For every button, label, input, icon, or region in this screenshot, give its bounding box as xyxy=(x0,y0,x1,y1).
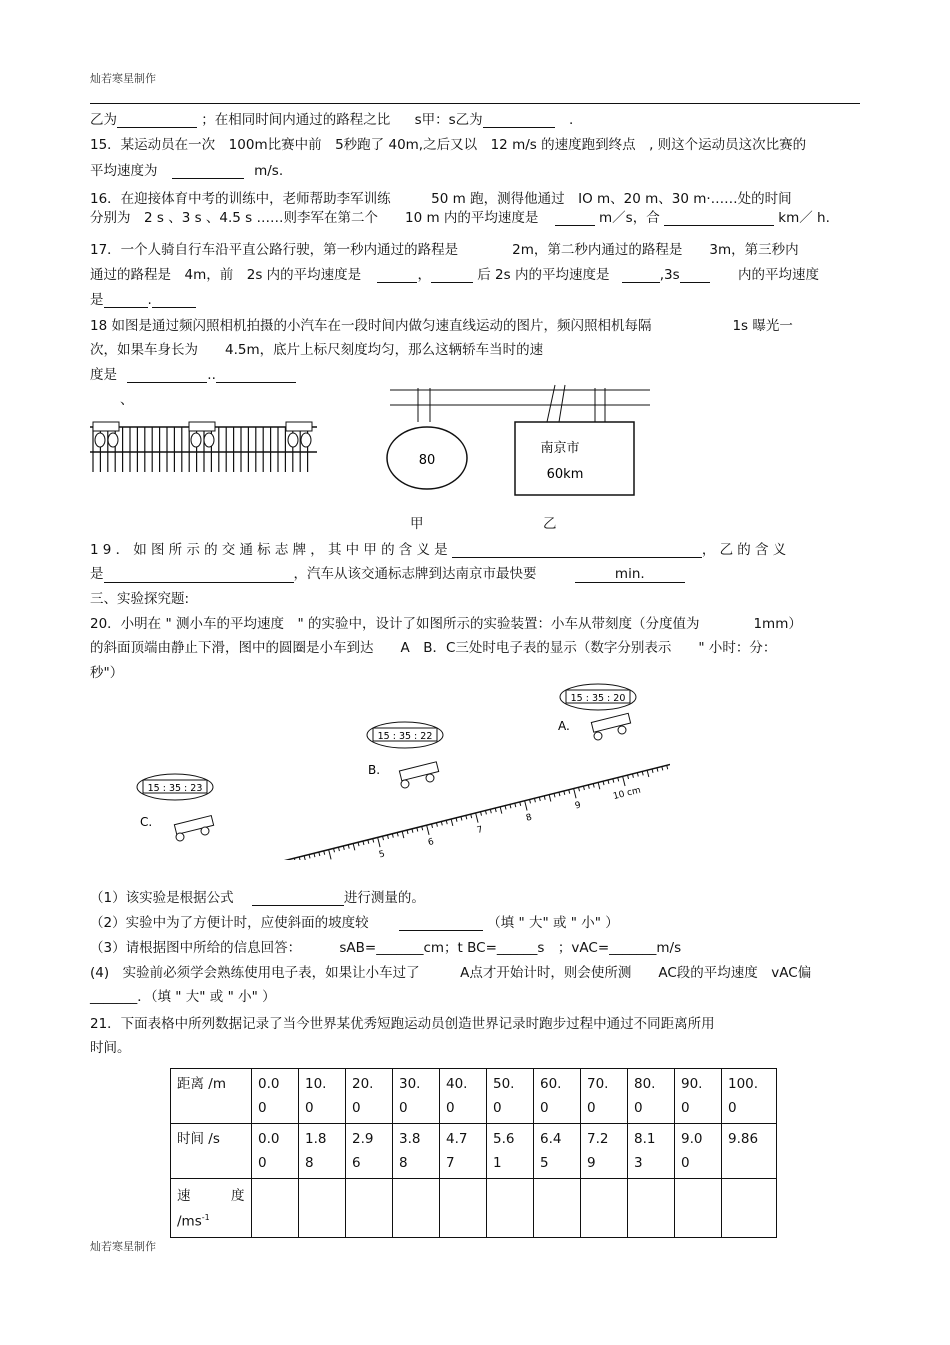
table-row-distance xyxy=(171,1069,777,1124)
car xyxy=(286,422,312,447)
text: （3）请根据图中所给的信息回答： xyxy=(90,940,302,956)
distance-cell: 70. 0 xyxy=(581,1069,628,1124)
speed-answer-cell[interactable] xyxy=(299,1179,346,1238)
speed-label: 速 度 xyxy=(177,1188,245,1204)
car-at-c xyxy=(174,816,213,841)
ruler-tick xyxy=(441,822,442,826)
speed-answer-cell[interactable] xyxy=(534,1179,581,1238)
page-footer: 灿若寒星制作 xyxy=(90,1240,156,1253)
speed-answer-cell[interactable] xyxy=(393,1179,440,1238)
ruler-tick xyxy=(647,770,649,777)
speed-answer-cell[interactable] xyxy=(722,1179,777,1238)
speed-answer-cell[interactable] xyxy=(581,1179,628,1238)
speed-answer-cell[interactable] xyxy=(675,1179,722,1238)
ruler-tick xyxy=(564,791,565,795)
answer-blank[interactable] xyxy=(483,113,555,128)
distance-sign xyxy=(515,422,634,495)
ruler-tick xyxy=(334,848,335,852)
ruler-tick xyxy=(397,833,398,837)
text: 内的平均速度 xyxy=(737,267,819,283)
ruler-tick xyxy=(324,851,325,855)
ruler-tick xyxy=(338,847,339,851)
row-label xyxy=(171,1179,252,1238)
ruler-tick xyxy=(530,800,531,804)
distance-cell: 40. 0 xyxy=(440,1069,487,1124)
q20-part4-line2: _______．（填 " 大" 或 " 小" ） xyxy=(90,989,276,1005)
q20-line2: 的斜面顶端由静止下滑，图中的圆圈是小车到达 A B．C三处时电子表的显示（数字分别表示 " 小时：分： xyxy=(90,640,777,656)
distance-cell: 90. 0 xyxy=(675,1069,722,1124)
answer-blank[interactable] xyxy=(377,268,417,283)
figure-18 xyxy=(85,380,675,530)
time-cell: 8.1 3 xyxy=(628,1124,675,1179)
car xyxy=(93,422,119,447)
ruler-tick xyxy=(427,825,429,835)
text: km／ h. xyxy=(778,210,830,226)
ruler-tick xyxy=(387,835,388,839)
q17-line2 xyxy=(90,263,819,283)
ruler-tick xyxy=(628,775,629,779)
ruler-tick xyxy=(363,841,364,845)
ruler-number: 6 xyxy=(427,837,435,849)
text: .. xyxy=(207,367,216,383)
speed-limit-value: 80 xyxy=(418,453,436,468)
q20-line1: 20．小明在 " 测小车的平均速度 " 的实验中，设计了如图所示的实验装置：小车从带刻度（分度值为 1mm） xyxy=(90,616,802,632)
ruler-tick xyxy=(662,767,663,771)
ruler-number: 7 xyxy=(476,824,484,836)
text: ，汽车从该交通标志牌到达南京市最快要 xyxy=(293,566,537,582)
clock-a-time: 15 : 35 : 20 xyxy=(570,693,626,704)
ruler-tick xyxy=(520,802,521,806)
ruler-tick xyxy=(358,842,359,846)
distance-sign-city: 南京市 xyxy=(540,441,580,456)
time-cell: 4.7 7 xyxy=(440,1124,487,1179)
ruler-number: 9 xyxy=(574,800,582,812)
text: 度是 xyxy=(90,367,117,383)
label-a: A. xyxy=(558,719,570,733)
q20-part3 xyxy=(90,936,681,956)
time-cell: 6.4 5 xyxy=(534,1124,581,1179)
text: （2）实验中为了方便计时，应使斜面的坡度较 xyxy=(90,915,369,931)
ruler-tick xyxy=(451,819,453,826)
q18-line1: 18 如图是通过频闪照相机拍摄的小汽车在一段时间内做匀速直线运动的图片，频闪照相机每隔 1s 曝光一 xyxy=(90,318,793,334)
ruler-tick xyxy=(632,774,633,778)
answer-blank[interactable] xyxy=(117,113,197,128)
answer-blank[interactable] xyxy=(555,211,595,226)
ruler-tick xyxy=(485,811,486,815)
ruler-tick xyxy=(613,779,614,783)
page-header: 灿若寒星制作 xyxy=(90,72,156,85)
running-data-table xyxy=(170,1068,777,1238)
speed-unit: /ms xyxy=(177,1213,202,1230)
ruler-tick xyxy=(466,815,467,819)
stray-mark: 、 xyxy=(120,392,134,408)
q20-line3: 秒"） xyxy=(90,665,124,681)
answer-blank[interactable] xyxy=(622,268,660,283)
time-cell: 9.86 xyxy=(722,1124,777,1179)
text: 是 xyxy=(90,292,104,308)
ruler-tick xyxy=(373,839,374,843)
section-3-title: 三、实验探究题: xyxy=(90,591,190,607)
ruler-tick xyxy=(353,844,355,851)
ruler-tick xyxy=(304,856,306,860)
time-cell: 9.0 0 xyxy=(675,1124,722,1179)
q20-part2 xyxy=(90,911,619,931)
table-row-time xyxy=(171,1124,777,1179)
text: 平均速度为 xyxy=(90,163,158,179)
ruler-tick xyxy=(515,803,516,807)
traffic-signs xyxy=(387,385,650,495)
answer-blank-min[interactable]: min. xyxy=(575,566,685,583)
answer-blank[interactable] xyxy=(431,268,473,283)
ruler-tick xyxy=(642,771,643,775)
ruler-tick xyxy=(574,789,576,799)
answer-blank[interactable] xyxy=(680,268,710,283)
q15-line1: 15．某运动员在一次 100m比赛中前 5秒跑了 40m,之后又以 12 m/s 的速度跑到终点 , 则这个运动员这次比赛的 xyxy=(90,137,807,153)
q21-line2: 时间。 xyxy=(90,1040,131,1056)
ruler-tick xyxy=(667,765,668,769)
time-cell: 1.8 8 xyxy=(299,1124,346,1179)
distance-cell: 10. 0 xyxy=(299,1069,346,1124)
ruler-tick xyxy=(539,797,540,801)
time-cell: 2.9 6 xyxy=(346,1124,393,1179)
label-b: B. xyxy=(368,763,381,777)
ruler-tick xyxy=(495,808,496,812)
ruler-tick xyxy=(446,820,447,824)
answer-blank[interactable] xyxy=(152,293,196,308)
text: ；在相同时间内通过的路程之比 xyxy=(201,112,391,128)
ruler-tick xyxy=(559,792,560,796)
label-yi: 乙 xyxy=(543,516,557,532)
time-cell: 7.2 9 xyxy=(581,1124,628,1179)
text: ，乙的含义 xyxy=(701,542,791,558)
text: 后 2s 内的平均速度是 xyxy=(477,267,610,283)
ruler-tick xyxy=(402,831,404,838)
header-rule xyxy=(90,103,860,104)
ruler-number: 5 xyxy=(378,849,386,860)
speed-answer-cell[interactable] xyxy=(487,1179,534,1238)
ruler-tick xyxy=(588,785,589,789)
ruler-tick xyxy=(314,853,315,857)
ruler-tick xyxy=(407,830,408,834)
q16-line2 xyxy=(90,206,830,226)
ruler-tick xyxy=(510,804,511,808)
car-strobe-strip xyxy=(90,422,317,472)
text: m/s. xyxy=(254,163,284,179)
ruler-tick xyxy=(481,812,482,816)
text: 是 xyxy=(90,566,104,582)
distance-cell: 80. 0 xyxy=(628,1069,675,1124)
q18-line2: 次，如果车身长为 4.5m，底片上标尺刻度均匀，那么这辆轿车当时的速 xyxy=(90,342,544,358)
ruler-tick xyxy=(436,823,437,827)
q17-line3 xyxy=(90,288,196,308)
text: 通过的路程是 4m，前 2s 内的平均速度是 xyxy=(90,267,362,283)
ruler-tick xyxy=(329,850,331,860)
speed-unit-sup: -1 xyxy=(201,1213,210,1222)
incline-ruler xyxy=(157,764,670,860)
time-cell: 3.8 8 xyxy=(393,1124,440,1179)
row-label: 时间 /s xyxy=(171,1124,252,1179)
car-at-a xyxy=(591,713,630,740)
ruler-tick xyxy=(422,826,423,830)
ruler-tick xyxy=(569,790,570,794)
ruler-tick xyxy=(593,784,594,788)
ruler-tick xyxy=(383,836,384,840)
ruler-number: 10 cm xyxy=(612,785,642,803)
speed-answer-cell[interactable] xyxy=(346,1179,393,1238)
ruler-tick xyxy=(652,769,653,773)
time-cell: 0.0 0 xyxy=(252,1124,299,1179)
ruler-tick xyxy=(549,795,551,802)
distance-cell: 100. 0 xyxy=(722,1069,777,1124)
text: . xyxy=(147,292,152,308)
ruler-tick xyxy=(343,846,344,850)
text: 分别为 2 s 、3 s 、4.5 s ……则李军在第二个 10 m 内的平均速度是 xyxy=(90,210,539,226)
clock-b-time: 15 : 35 : 22 xyxy=(377,731,433,742)
ruler-tick xyxy=(603,781,604,785)
ruler-tick xyxy=(490,809,491,813)
q21-line1: 21．下面表格中所列数据记录了当今世界某优秀短跑运动员创造世界记录时跑步过程中通过不同距离所用 xyxy=(90,1016,715,1032)
ruler-tick xyxy=(348,845,349,849)
ruler-tick xyxy=(432,824,433,828)
distance-cell: 30. 0 xyxy=(393,1069,440,1124)
speed-answer-cell[interactable] xyxy=(628,1179,675,1238)
time-cell: 5.6 1 xyxy=(487,1124,534,1179)
answer-blank[interactable] xyxy=(104,568,294,583)
ruler-tick xyxy=(476,813,478,823)
distance-cell: 60. 0 xyxy=(534,1069,581,1124)
ruler-number: 8 xyxy=(525,812,533,824)
distance-sign-km: 60km xyxy=(546,467,584,482)
text: s甲：s乙为 xyxy=(414,112,483,128)
text: （1）该实验是根据公式 xyxy=(90,890,234,906)
ruler-tick xyxy=(525,801,527,811)
q20-part1 xyxy=(90,886,425,906)
speed-answer-cell[interactable] xyxy=(440,1179,487,1238)
answer-blank[interactable] xyxy=(452,543,702,558)
q15-line2 xyxy=(90,159,283,179)
ruler-tick xyxy=(598,782,600,789)
figure-20 xyxy=(130,680,670,860)
text: 19．如图所示的交通标志牌，其中甲的含义是 xyxy=(90,542,452,558)
ruler-tick xyxy=(505,806,506,810)
row-label: 距离 /m xyxy=(171,1069,252,1124)
ruler-tick xyxy=(623,776,625,786)
ruler-tick xyxy=(500,807,502,814)
distance-cell: 50. 0 xyxy=(487,1069,534,1124)
ruler-tick xyxy=(456,818,457,822)
label-jia: 甲 xyxy=(410,516,424,532)
ruler-tick xyxy=(554,793,555,797)
ruler-tick xyxy=(417,828,418,832)
ruler-tick xyxy=(637,773,638,777)
q19-line2 xyxy=(90,562,685,583)
table-row-speed xyxy=(171,1179,777,1238)
answer-blank[interactable] xyxy=(104,293,148,308)
text: 进行测量的。 xyxy=(343,890,425,906)
ruler-tick xyxy=(392,834,393,838)
q17-line1: 17．一个人骑自行车沿平直公路行驶，第一秒内通过的路程是 2m，第二秒内通过的路程是 3m，第三秒内 xyxy=(90,242,799,258)
text: 乙为 xyxy=(90,112,117,128)
ruler-tick xyxy=(471,814,472,818)
ruler-tick xyxy=(583,786,584,790)
car xyxy=(189,422,215,447)
ruler-tick xyxy=(319,852,320,856)
ruler-tick xyxy=(657,768,658,772)
ruler-tick xyxy=(608,780,609,784)
q14-continuation xyxy=(90,108,573,128)
text: ， xyxy=(417,267,431,283)
text: ,3s xyxy=(659,267,680,283)
text: sAB=_______cm；t BC=______s ；vAC=_______m/s xyxy=(339,940,682,956)
answer-blank[interactable] xyxy=(399,916,483,931)
q19-line1 xyxy=(90,538,790,558)
car-at-b xyxy=(399,762,438,788)
ruler-tick xyxy=(544,796,545,800)
clock-c-time: 15 : 35 : 23 xyxy=(147,783,203,794)
ruler-tick xyxy=(534,798,535,802)
ruler-tick xyxy=(412,829,413,833)
ruler-tick xyxy=(579,787,580,791)
text: m／s，合 xyxy=(599,210,660,226)
ruler-tick xyxy=(461,817,462,821)
ruler-tick xyxy=(368,840,369,844)
answer-blank[interactable] xyxy=(664,211,774,226)
ruler-tick xyxy=(378,837,380,847)
answer-blank[interactable] xyxy=(252,891,344,906)
distance-cell: 0.0 0 xyxy=(252,1069,299,1124)
ruler-tick xyxy=(309,855,310,859)
ruler-tick xyxy=(618,778,619,782)
q16-line1: 16．在迎接体育中考的训练中，老师帮助李军训练 50 m 跑，测得他通过 IO m、20 m、30 m·……处的时间 xyxy=(90,191,792,207)
label-c: C. xyxy=(140,815,153,829)
q20-part4-line1: (4) 实验前必须学会熟练使用电子表，如果让小车过了 A点才开始计时，则会使所测 AC段的平均速度 vAC偏 xyxy=(90,965,812,981)
text: （填 " 大" 或 " 小" ） xyxy=(487,915,619,931)
speed-answer-cell[interactable] xyxy=(252,1179,299,1238)
answer-blank[interactable] xyxy=(172,164,244,179)
text: . xyxy=(568,112,574,128)
distance-cell: 20. 0 xyxy=(346,1069,393,1124)
